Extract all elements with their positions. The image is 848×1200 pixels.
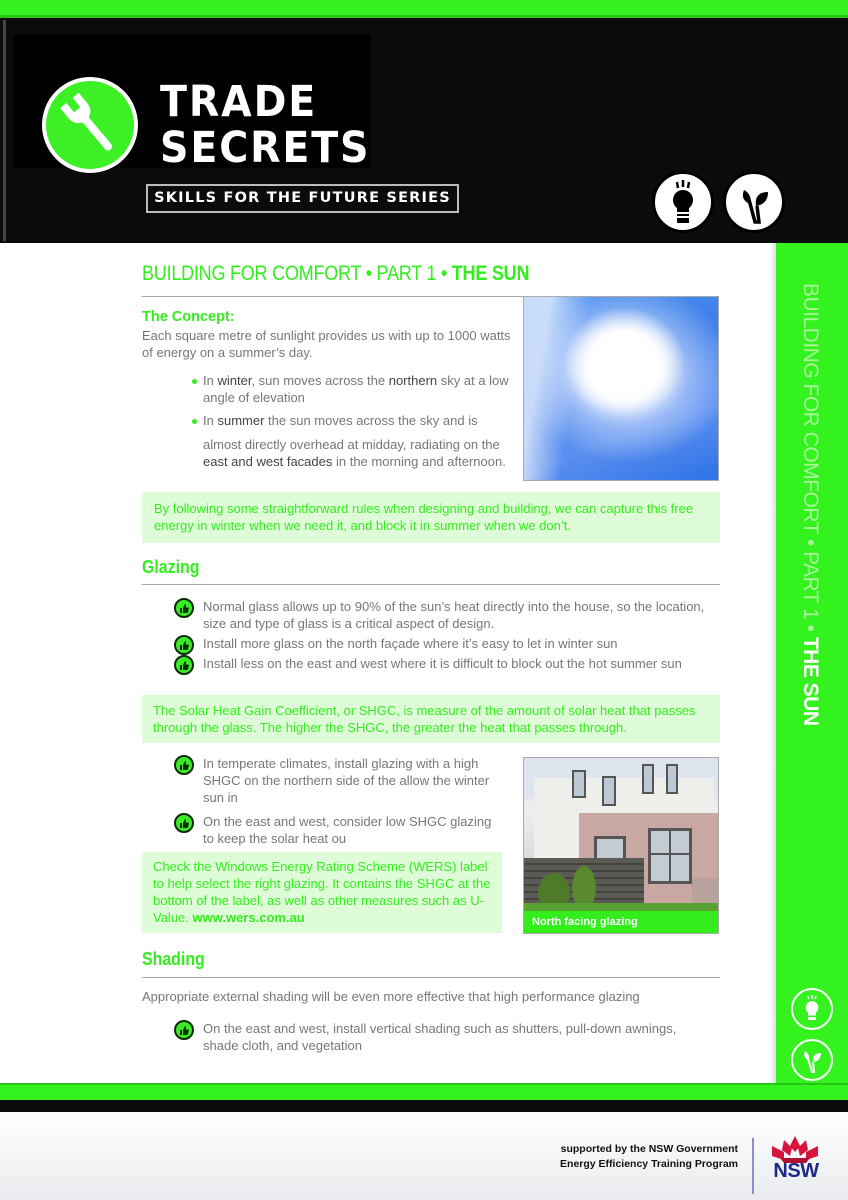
title-divider	[142, 296, 523, 297]
thumbs-up-icon	[174, 755, 194, 775]
tip-item: In temperate climates, install glazing with a high SHGC on the northern side of the allow the winter sun in	[174, 755, 504, 806]
bullet-summer: In summer the sun moves across the sky and is almost directly overhead at midday, radiating on the east and west facades in the morning and afternoon.	[192, 412, 512, 470]
tip-item: On the east and west, consider low SHGC glazing to keep the solar heat ou	[174, 813, 504, 847]
leaf-sprout-icon	[723, 171, 785, 233]
concept-callout: By following some straightforward rules when designing and building, we can capture this free energy in winter when we need it, and block it in summer when we don’t.	[142, 492, 720, 543]
thumbs-up-icon	[174, 1020, 194, 1040]
wers-link[interactable]: www.wers.com.au	[192, 910, 305, 925]
page-title-topic: THE SUN	[451, 262, 530, 285]
top-green-strip	[0, 0, 848, 18]
shading-divider	[142, 977, 720, 978]
page-title	[142, 262, 529, 286]
photo-caption: North facing glazing	[524, 911, 718, 933]
support-line-2: Energy Efficiency Training Program	[560, 1158, 738, 1170]
lightbulb-icon	[652, 171, 714, 233]
lightbulb-icon	[791, 988, 833, 1030]
thumbs-up-icon	[174, 655, 194, 675]
thumbs-up-icon	[174, 813, 194, 833]
thumbs-up-icon	[174, 635, 194, 655]
concept-paragraph: Each square metre of sunlight provides us with up to 1000 watts of energy on a summer’s day.	[142, 328, 511, 360]
concept-bullets	[192, 372, 512, 476]
bottom-black-strip	[0, 1100, 848, 1112]
shading-heading: Shading	[142, 948, 205, 969]
logo-title-line1: TRADE	[160, 77, 318, 127]
bottom-green-strip	[0, 1083, 848, 1101]
leaf-sprout-icon	[791, 1039, 833, 1081]
side-label-series: BUILDING FOR COMFORT • PART 1 •	[799, 283, 822, 637]
side-label	[790, 283, 830, 726]
wrench-icon	[42, 77, 138, 173]
concept-heading: The Concept:	[142, 309, 235, 325]
tip-item: On the east and west, install vertical shading such as shutters, pull-down awnings, shade cloth, and vegetation	[174, 1020, 714, 1054]
side-label-topic: THE SUN	[799, 636, 822, 726]
trade-secrets-logo	[14, 35, 371, 173]
north-facing-glazing-photo	[523, 757, 719, 934]
wers-callout: Check the Windows Energy Rating Scheme (WERS) label to help select the right glazing. It contains the SHGC at the bottom of the label, as well as other measures such as U-Value. www.wers.com.au	[142, 852, 502, 933]
glazing-tips-2	[174, 755, 504, 850]
tip-item: Install more glass on the north façade where it’s easy to let in winter sun	[174, 635, 714, 652]
logo-title-line2: SECRETS	[160, 123, 371, 173]
logo-title	[160, 79, 370, 171]
series-tag: SKILLS FOR THE FUTURE SERIES	[146, 184, 459, 213]
footer-divider	[752, 1138, 754, 1194]
nsw-logo-text: NSW	[773, 1160, 819, 1182]
bullet-winter: In winter, sun moves across the northern sky at a low angle of elevation	[192, 372, 512, 406]
footer	[0, 1112, 848, 1200]
tip-item: Normal glass allows up to 90% of the sun’s heat directly into the house, so the location, size and type of glass is a critical aspect of design.	[174, 598, 714, 632]
header-banner	[0, 18, 848, 243]
glazing-divider	[142, 584, 720, 585]
support-line-1: supported by the NSW Government	[560, 1143, 738, 1155]
header-edge	[3, 20, 6, 241]
glazing-tips	[174, 598, 714, 675]
shgc-callout: The Solar Heat Gain Coefficient, or SHGC, is measure of the amount of solar heat that passes through the glass. The higher the SHGC, the greater the heat that passes through.	[142, 695, 720, 743]
shading-tips	[174, 1020, 714, 1057]
glazing-heading: Glazing	[142, 556, 200, 577]
shading-paragraph: Appropriate external shading will be even more effective that high performance glazing	[142, 989, 640, 1004]
support-text	[540, 1142, 738, 1172]
tip-item: Install less on the east and west where it is difficult to block out the hot summer sun	[174, 655, 714, 672]
thumbs-up-icon	[174, 598, 194, 618]
page-title-series: BUILDING FOR COMFORT • PART 1 •	[142, 262, 452, 285]
sun-photo	[523, 296, 719, 481]
